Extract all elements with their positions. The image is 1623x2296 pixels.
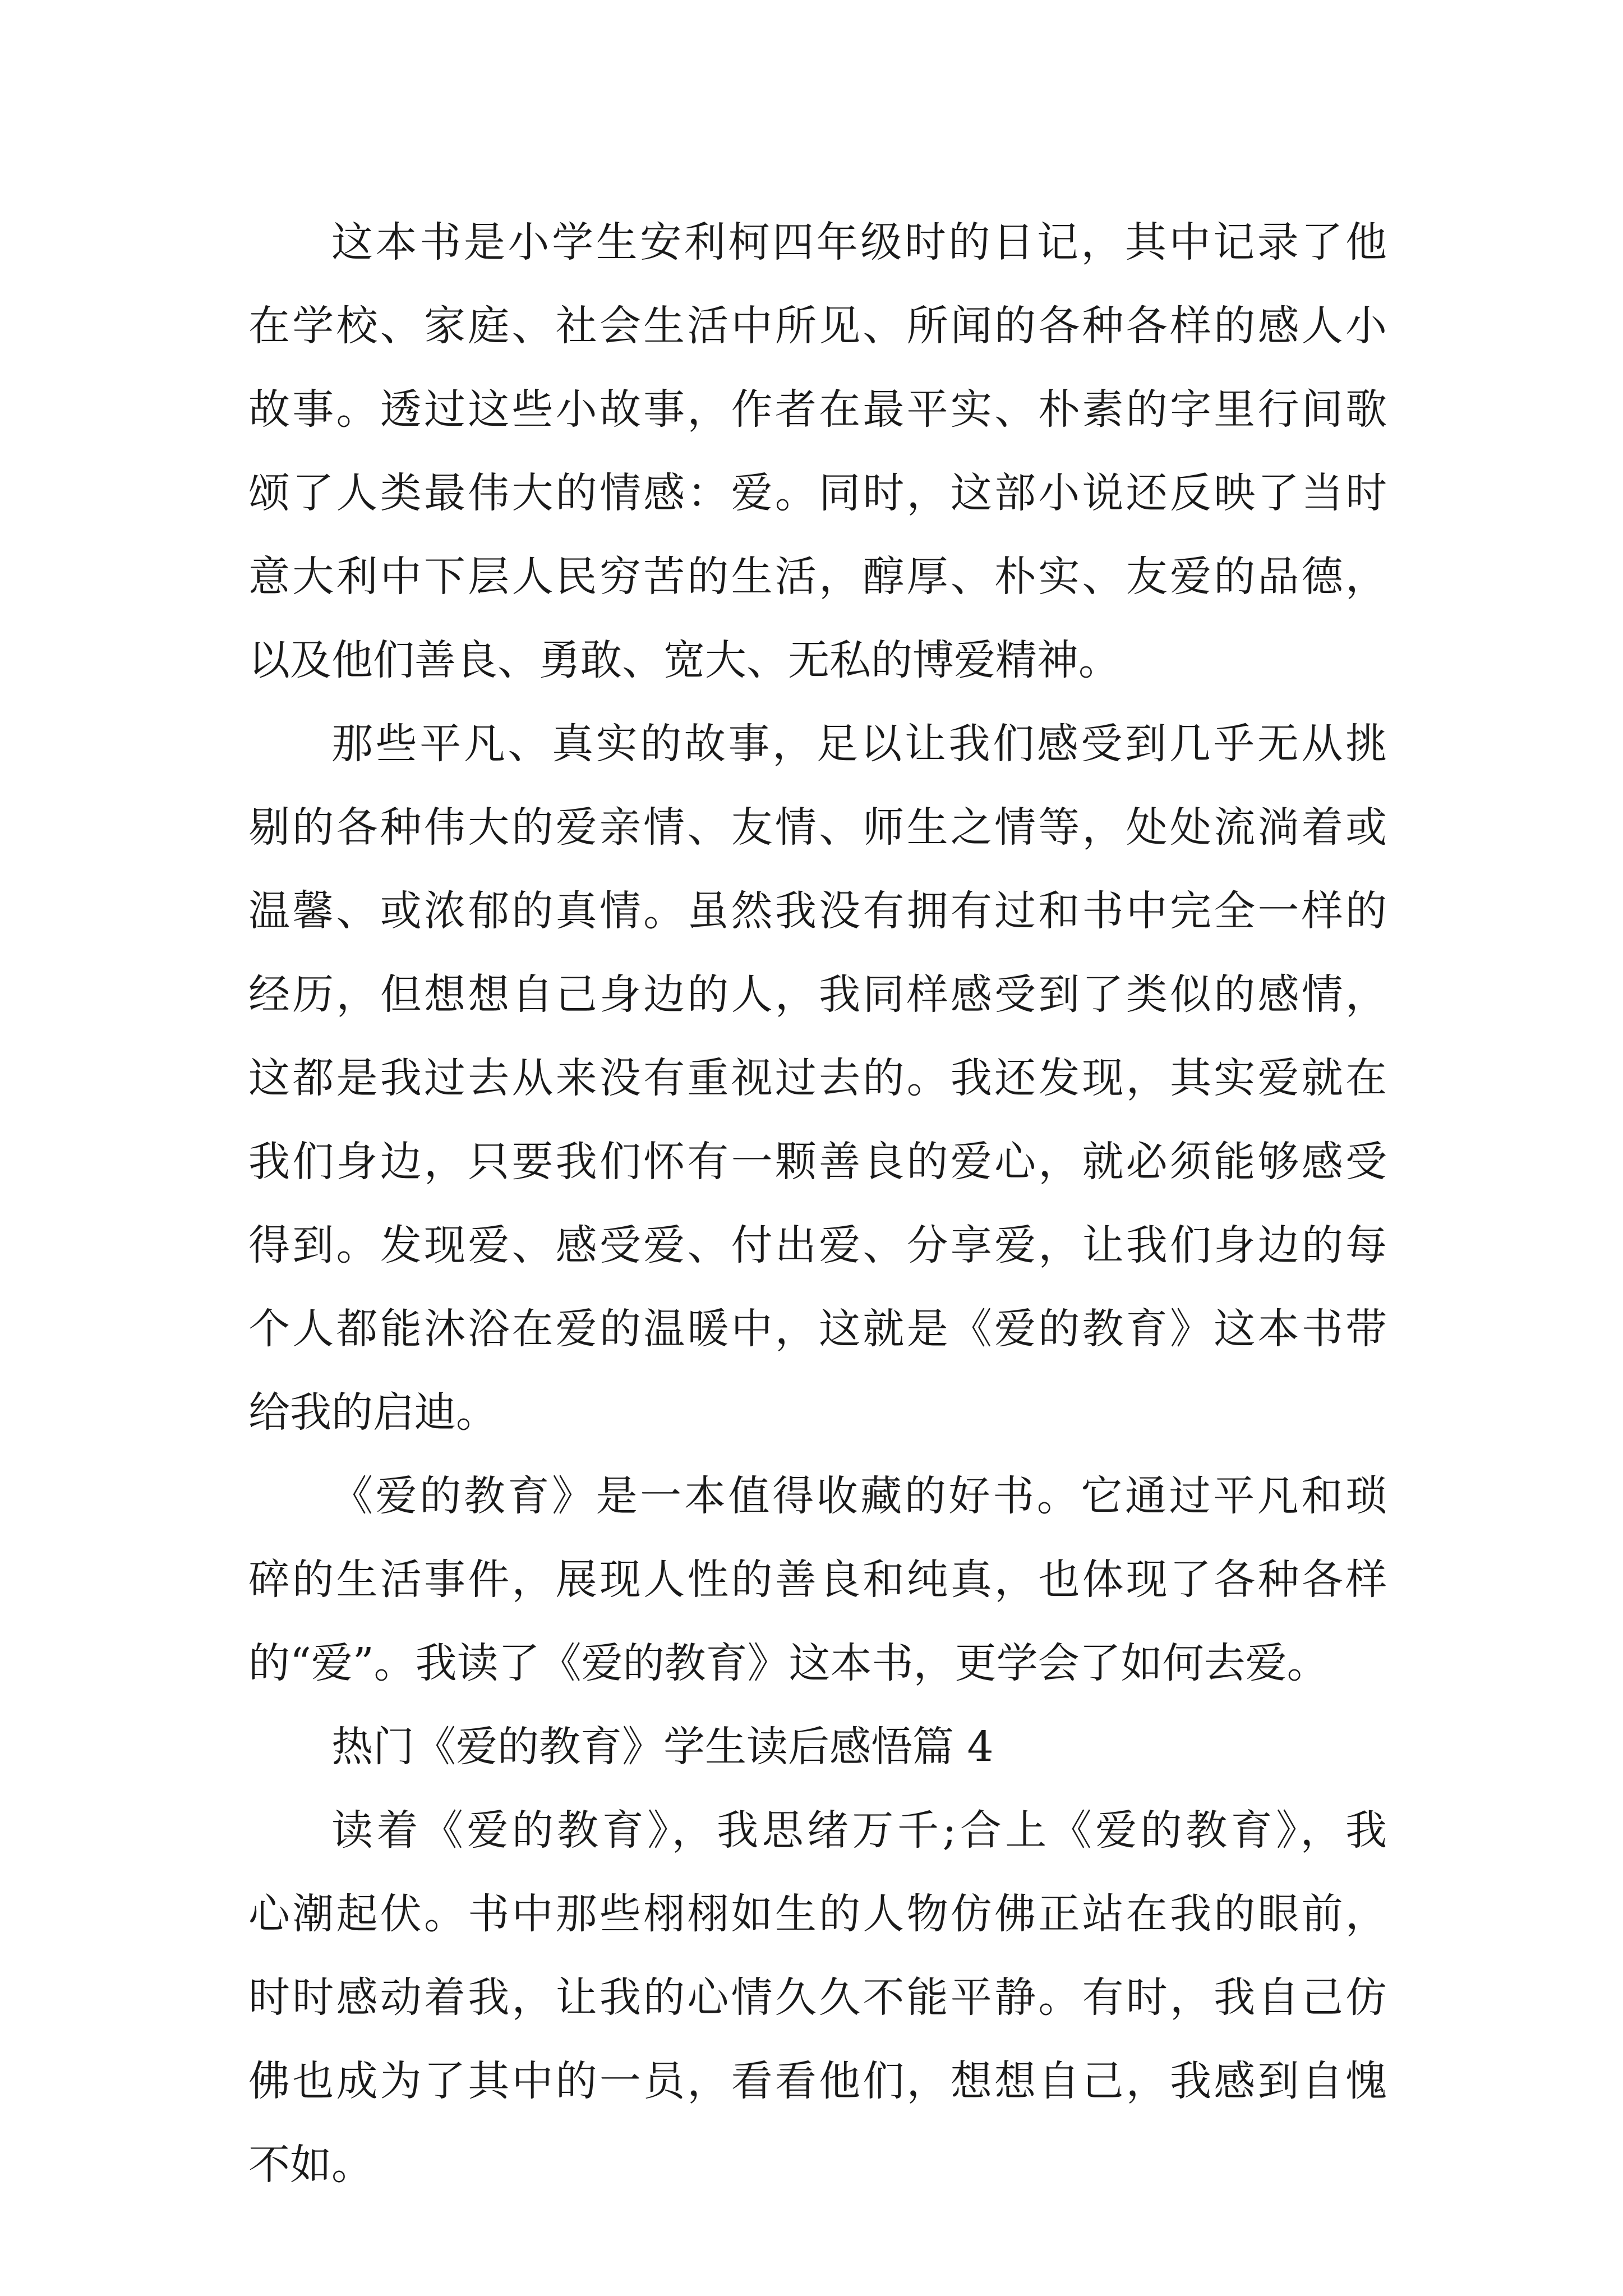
paragraph-4 — [248, 1789, 1387, 2207]
paragraph-line: 以及他们善良、勇敢、宽大、无私的博爱精神。 — [248, 636, 1120, 684]
paragraph-line: 不如。 — [248, 2141, 373, 2189]
document-body — [248, 201, 1387, 2207]
paragraph-line: 这本书是小学生安利柯四年级时的日记，其中记录了他 — [331, 218, 1387, 266]
paragraph-line: 这都是我过去从来没有重视过去的。我还发现，其实爱就在 — [248, 1054, 1387, 1102]
paragraph-1 — [248, 201, 1387, 702]
paragraph-line: 碎的生活事件，展现人性的善良和纯真，也体现了各种各样 — [248, 1556, 1387, 1604]
paragraph-line: 经历，但想想自己身边的人，我同样感受到了类似的感情， — [248, 970, 1387, 1019]
paragraph-line: 时时感动着我，让我的心情久久不能平静。有时，我自己仿 — [248, 1973, 1387, 2022]
section-heading — [248, 1705, 1387, 1789]
paragraph-line: 那些平凡、真实的故事，足以让我们感受到几乎无从挑 — [331, 720, 1387, 768]
paragraph-line: 颂了人类最伟大的情感：爱。同时，这部小说还反映了当时 — [248, 469, 1387, 517]
paragraph-line: 读着《爱的教育》，我思绪万千;合上《爱的教育》，我 — [331, 1806, 1387, 1855]
paragraph-line: 我们身边，只要我们怀有一颗善良的爱心，就必须能够感受 — [248, 1138, 1387, 1186]
paragraph-line: 意大利中下层人民穷苦的生活，醇厚、朴实、友爱的品德， — [248, 553, 1387, 601]
section-heading-text: 热门《爱的教育》学生读后感悟篇 4 — [331, 1723, 994, 1771]
paragraph-3 — [248, 1455, 1387, 1705]
paragraph-line: 在学校、家庭、社会生活中所见、所闻的各种各样的感人小 — [248, 302, 1387, 350]
paragraph-line: 的“爱”。我读了《爱的教育》这本书，更学会了如何去爱。 — [248, 1639, 1329, 1687]
paragraph-line: 个人都能沐浴在爱的温暖中，这就是《爱的教育》这本书带 — [248, 1305, 1387, 1353]
paragraph-line: 剔的各种伟大的爱亲情、友情、师生之情等，处处流淌着或 — [248, 803, 1387, 852]
paragraph-line: 《爱的教育》是一本值得收藏的好书。它通过平凡和琐 — [331, 1472, 1387, 1520]
paragraph-line: 佛也成为了其中的一员，看看他们，想想自己，我感到自愧 — [248, 2057, 1387, 2105]
paragraph-line: 心潮起伏。书中那些栩栩如生的人物仿佛正站在我的眼前， — [248, 1890, 1387, 1938]
paragraph-line: 给我的启迪。 — [248, 1388, 497, 1437]
paragraph-line: 温馨、或浓郁的真情。虽然我没有拥有过和书中完全一样的 — [248, 887, 1387, 935]
paragraph-2 — [248, 702, 1387, 1455]
paragraph-line: 故事。透过这些小故事，作者在最平实、朴素的字里行间歌 — [248, 385, 1387, 434]
paragraph-line: 得到。发现爱、感受爱、付出爱、分享爱，让我们身边的每 — [248, 1221, 1387, 1269]
